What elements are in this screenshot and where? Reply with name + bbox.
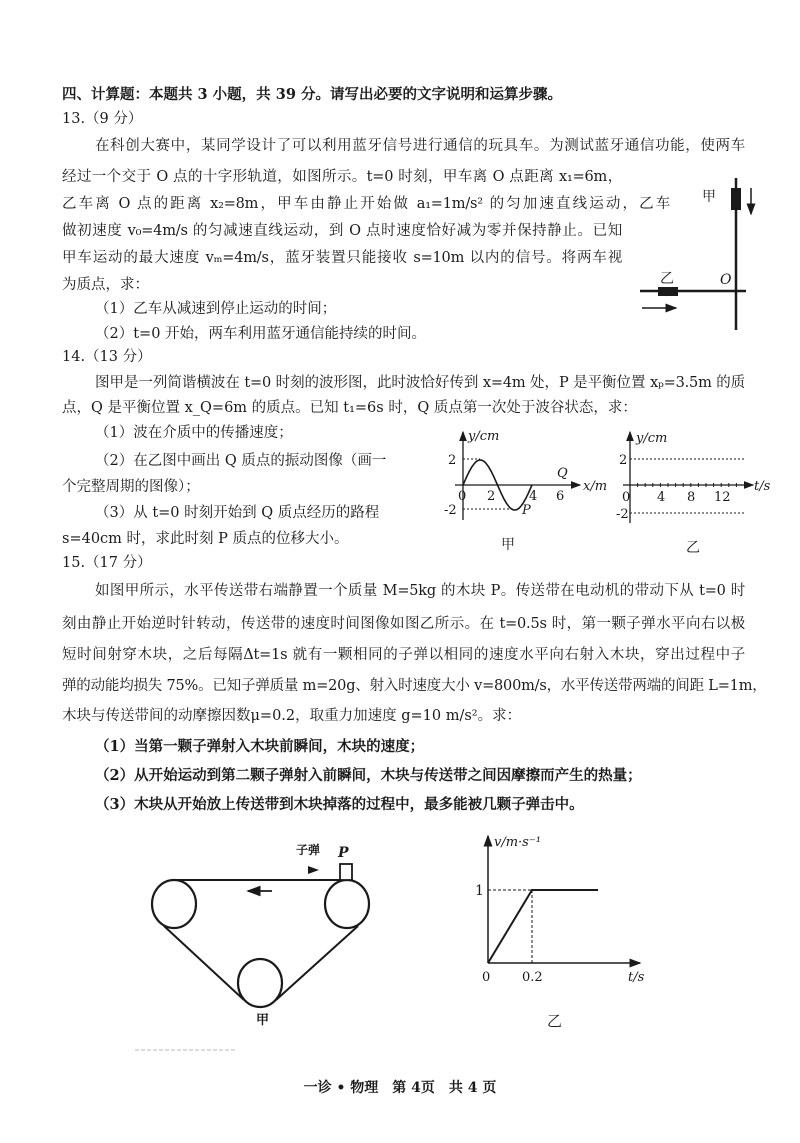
q13-line: 经过一个交于 O 点的十字形轨道，如图所示。t=0 时刻，甲车离 O 点距离 x₁=6m， <box>62 169 622 185</box>
q14-sub: （1）波在介质中的传播速度； <box>95 425 293 441</box>
q13-sub: （1）乙车从减速到停止运动的时间； <box>95 301 337 317</box>
label-o: O <box>720 272 732 288</box>
x-tick: 0 <box>458 489 467 504</box>
x-label: t/s <box>628 970 645 985</box>
q13-line: 在科创大赛中，某同学设计了可以利用蓝牙信号进行通信的玩具车。为测试蓝牙通信功能，使两车 <box>95 138 745 154</box>
bottom-pulley <box>238 959 282 1007</box>
q14-sub: （2）在乙图中画出 Q 质点的振动图像（画一 <box>95 453 387 469</box>
q14-line: 点，Q 是平衡位置 x_Q=6m 的质点。已知 t₁=6s 时，Q 质点第一次处于波谷状态，求： <box>62 400 637 416</box>
q13-line: 为质点，求： <box>62 277 149 293</box>
right-pulley <box>325 880 369 928</box>
t-tick: 8 <box>687 490 696 505</box>
q15-line: 如图甲所示，水平传送带右端静置一个质量 M=5kg 的木块 P。传送带在电动机的带动下从 t=0 时 <box>95 583 745 599</box>
caption-jia: 甲 <box>256 1013 270 1028</box>
q13-line: 乙车离 O 点的距离 x₂=8m，甲车由静止开始做 a₁=1m/s² 的匀加速直线运动，乙车 <box>62 196 670 212</box>
q15-conveyor-figure <box>135 842 369 1050</box>
q14-sub: s=40cm 时，求此时刻 P 质点的位移大小。 <box>62 531 349 547</box>
page-footer: 一诊 • 物理 第 4页 共 4 页 <box>303 1080 497 1096</box>
belt-left <box>164 926 244 1000</box>
y-label: y/cm <box>636 431 668 446</box>
q14-wave-graph <box>444 429 607 553</box>
section-header: 四、计算题：本题共 3 小题，共 39 分。请写出必要的文字说明和运算步骤。 <box>62 86 562 103</box>
x-tick: 2 <box>487 489 496 504</box>
q15-line: 木块与传送带间的动摩擦因数μ=0.2，取重力加速度 g=10 m/s²。求： <box>62 708 522 724</box>
q14-number: 14.（13 分） <box>62 349 152 365</box>
block-p <box>340 864 352 880</box>
x-tick: 0.2 <box>522 970 543 985</box>
t-label: t/s <box>754 479 771 494</box>
q15-sub: （3）木块从开始放上传送带到木块掉落的过程中，最多能被几颗子弹击中。 <box>95 796 584 813</box>
t-tick: 4 <box>657 490 666 505</box>
left-pulley <box>152 880 196 928</box>
car-jia <box>731 188 741 210</box>
label-yi: 乙 <box>660 271 674 287</box>
y-tick: 2 <box>448 453 457 468</box>
q13-sub: （2）t=0 开始，两车利用蓝牙通信能持续的时间。 <box>95 326 427 342</box>
velocity-series-line <box>488 890 598 963</box>
q14-line: 图甲是一列简谐横波在 t=0 时刻的波形图，此时波恰好传到 x=4m 处，P 是平衡位置 xₚ=3.5m 的质 <box>95 375 745 391</box>
point-q-label: Q <box>557 466 568 481</box>
caption-yi: 乙 <box>686 540 700 556</box>
q15-number: 15.（17 分） <box>62 555 152 571</box>
t-tick: 0 <box>622 490 631 505</box>
point-p-label: P <box>522 503 531 518</box>
car-yi <box>658 287 678 296</box>
q13-cross-track-figure <box>640 178 751 330</box>
y-label: y/cm <box>468 429 500 444</box>
q14-vibration-graph <box>616 431 771 556</box>
x-tick: 4 <box>529 489 538 504</box>
y-tick: 1 <box>475 883 484 899</box>
q15-sub: （1）当第一颗子弹射入木块前瞬间，木块的速度； <box>95 738 425 755</box>
y-tick: 2 <box>619 453 628 468</box>
y-tick: -2 <box>444 503 457 518</box>
q13-line: 甲车运动的最大速度 vₘ=4m/s，蓝牙装置只能接收 s=10m 以内的信号。将两车视 <box>62 250 622 266</box>
y-tick: -2 <box>616 507 629 522</box>
q15-line: 刻由静止开始逆时针转动，传送带的速度时间图像如图乙所示。在 t=0.5s 时，第一颗子弹水平向右以极 <box>62 616 745 632</box>
q13-line: 做初速度 v₀=4m/s 的匀减速直线运动，到 O 点时速度恰好减为零并保持静止。已知 <box>62 223 622 239</box>
q15-line: 弹的动能均损失 75%。已知子弹质量 m=20g、射入时速度大小 v=800m/s，水平传送带两端的间距 L=1m， <box>62 678 767 694</box>
t-tick: 12 <box>714 490 731 505</box>
q15-sub: （2）从开始运动到第二颗子弹射入前瞬间，木块与传送带之间因摩擦而产生的热量； <box>95 767 642 784</box>
caption-jia: 甲 <box>501 537 515 553</box>
q15-line: 短时间射穿木块，之后每隔Δt=1s 就有一颗相同的子弹以相同的速度水平向右射入木块，穿出过程中子 <box>62 647 745 663</box>
x-tick: 6 <box>556 489 565 504</box>
x-label: x/m <box>583 479 608 494</box>
q15-velocity-time-chart <box>475 835 645 1030</box>
block-label: P <box>338 845 349 861</box>
q14-sub: 个完整周期的图像）； <box>62 479 200 495</box>
belt-right <box>276 926 358 1000</box>
y-label: v/m·s⁻¹ <box>494 835 541 850</box>
q13-number: 13.（9 分） <box>62 111 143 127</box>
label-jia: 甲 <box>702 189 716 205</box>
caption-yi: 乙 <box>547 1012 563 1030</box>
q14-sub: （3）从 t=0 时刻开始到 Q 质点经历的路程 <box>95 505 380 521</box>
bullet-label: 子弹 <box>296 843 321 857</box>
bullet-icon <box>308 866 319 874</box>
x-tick: 0 <box>482 970 491 985</box>
